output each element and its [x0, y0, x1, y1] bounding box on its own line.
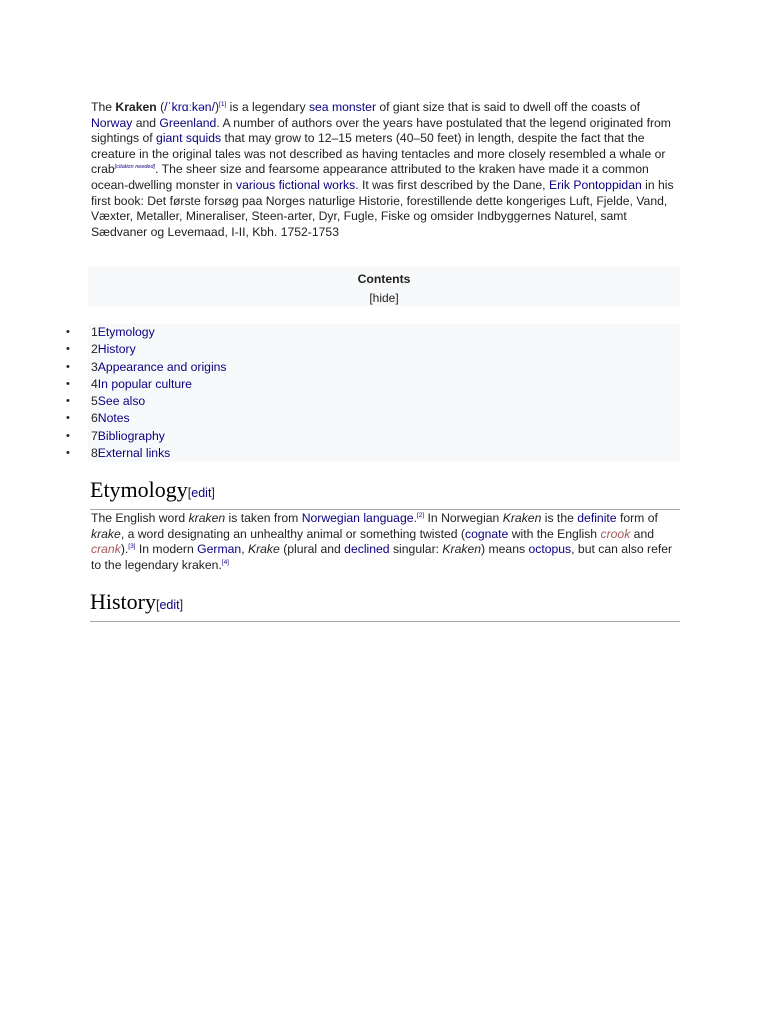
- toc-number: 4: [91, 376, 98, 391]
- italic-term: Krake: [247, 542, 280, 557]
- toc-link[interactable]: Bibliography: [97, 428, 165, 443]
- body-text: (plural and: [279, 542, 345, 557]
- body-text: The English word: [91, 511, 189, 525]
- sea-monster-link[interactable]: sea monster: [308, 100, 376, 114]
- toc-link[interactable]: History: [97, 342, 136, 357]
- reference-2-link[interactable]: [2]: [416, 511, 425, 519]
- intro-text: in his first book: Det første forsøg paa Norges naturlige Historie, forestillende dette kongeriges Luft, Fjelde, Vand, Væxter, Metaller, Mineraliser, Steen-arter, Dyr, Fugle, Fiske og omsider Indbyggernes Naturel, samt Sædvaner og Levemaad, I-II, Kbh. 1752-1753: [91, 177, 674, 239]
- toc-list: [66, 324, 680, 462]
- toc-item-see-also[interactable]: [66, 393, 680, 410]
- intro-text: (: [156, 100, 165, 114]
- ipa-pronunciation-link[interactable]: /ˈkrɑːkən/: [164, 100, 215, 114]
- intro-text: and: [132, 115, 160, 130]
- intro-text: that may grow to 12–15 meters (40–50 feet) in length, despite the fact that the creature in the original tales was not described as having tentacles and more closely resembled a whale or crab: [91, 131, 666, 177]
- etymology-paragraph: [91, 511, 681, 573]
- toc-link[interactable]: Appearance and origins: [97, 359, 227, 374]
- etymology-heading: [90, 476, 680, 510]
- intro-paragraph: [91, 100, 681, 240]
- body-text: is the: [541, 511, 578, 525]
- intro-text: The: [91, 100, 116, 114]
- toc-item-history[interactable]: [66, 341, 680, 358]
- reference-1-link[interactable]: [1]: [219, 100, 227, 108]
- bullet-icon: •: [66, 412, 70, 425]
- intro-text: . A number of authors over the years have postulated that the legend originated from sightings of: [91, 115, 671, 146]
- toc-number: 1: [91, 325, 98, 339]
- body-text: with the English: [508, 526, 601, 541]
- body-text: , but can also refer to the legendary kraken.: [91, 542, 673, 572]
- toc-title: Contents: [357, 272, 411, 286]
- bullet-icon: •: [66, 360, 70, 373]
- bullet-icon: •: [66, 343, 70, 356]
- toc-header: [88, 266, 680, 306]
- crank-link[interactable]: crank: [91, 542, 121, 557]
- toc-link[interactable]: In popular culture: [97, 376, 192, 391]
- edit-link-text[interactable]: edit: [159, 598, 180, 612]
- definite-link[interactable]: definite: [577, 511, 617, 525]
- citation-needed-link[interactable]: [citation needed]: [114, 164, 156, 171]
- toc-number: 3: [91, 359, 98, 374]
- reference-3-link[interactable]: [3]: [128, 543, 136, 551]
- toc-item-notes[interactable]: [66, 410, 680, 427]
- norwegian-language-link[interactable]: Norwegian language: [301, 511, 414, 525]
- intro-text: of giant size that is said to dwell off the coasts of: [376, 100, 640, 114]
- cognate-link[interactable]: cognate: [464, 526, 509, 541]
- italic-term: krake: [91, 526, 121, 541]
- toc-link[interactable]: Notes: [97, 411, 130, 426]
- greenland-link[interactable]: Greenland: [159, 115, 217, 130]
- toc-hide-toggle[interactable]: [hide]: [369, 291, 399, 305]
- body-text: .: [413, 511, 417, 525]
- declined-link[interactable]: declined: [344, 542, 390, 557]
- toc-number: 8: [91, 446, 98, 461]
- body-text: form of: [616, 511, 658, 525]
- intro-text: . The sheer size and fearsome appearance attributed to the kraken have made it a common ocean-dwelling monster in: [91, 162, 649, 192]
- pontoppidan-link[interactable]: Erik Pontoppidan: [548, 177, 642, 192]
- toc-item-appearance-and-origins[interactable]: [66, 359, 680, 376]
- octopus-link[interactable]: octopus: [528, 542, 572, 557]
- history-heading: [90, 588, 680, 622]
- body-text: In Norwegian: [424, 511, 503, 525]
- italic-term: Kraken: [502, 511, 542, 525]
- toc-item-in-popular-culture[interactable]: [66, 376, 680, 393]
- bullet-icon: •: [66, 395, 70, 408]
- fictional-works-link[interactable]: various fictional works: [235, 177, 356, 192]
- history-heading-text: History: [90, 589, 156, 614]
- crook-link[interactable]: crook: [600, 526, 631, 541]
- history-edit-link[interactable]: [edit]: [156, 598, 184, 612]
- norway-link[interactable]: Norway: [91, 115, 133, 130]
- bullet-icon: •: [66, 326, 70, 338]
- bullet-icon: •: [66, 377, 70, 390]
- toc-link[interactable]: External links: [97, 446, 171, 461]
- body-text: , a word designating an unhealthy animal or something twisted (: [120, 526, 465, 541]
- toc-number: 6: [91, 411, 98, 426]
- body-text: In modern: [135, 542, 198, 557]
- reference-4-link[interactable]: [4]: [221, 558, 229, 566]
- italic-term: kraken: [188, 511, 226, 525]
- body-text: ) means: [481, 542, 529, 557]
- italic-term: Kraken: [442, 542, 482, 557]
- article-subject: Kraken: [115, 100, 157, 114]
- toc-number: 7: [91, 428, 98, 443]
- toc-item-bibliography[interactable]: [66, 428, 680, 445]
- toc-item-external-links[interactable]: [66, 445, 680, 462]
- toc-number: 5: [91, 394, 98, 409]
- intro-text: . It was first described by the Dane,: [355, 177, 549, 192]
- body-text: is taken from: [225, 511, 302, 525]
- body-text: ,: [241, 542, 248, 557]
- etymology-edit-link[interactable]: [edit]: [187, 486, 215, 500]
- edit-link-text[interactable]: edit: [191, 486, 212, 500]
- toc-link[interactable]: See also: [97, 394, 146, 409]
- toc-item-etymology[interactable]: [66, 324, 680, 341]
- body-text: and: [630, 526, 655, 541]
- toc-link[interactable]: Etymology: [97, 325, 155, 339]
- bullet-icon: •: [66, 447, 70, 460]
- giant-squids-link[interactable]: giant squids: [156, 131, 222, 146]
- intro-text: is a legendary: [226, 100, 309, 114]
- etymology-heading-text: Etymology: [90, 477, 188, 502]
- toc-number: 2: [91, 342, 98, 357]
- body-text: singular:: [389, 542, 443, 557]
- german-link[interactable]: German: [197, 542, 242, 557]
- bullet-icon: •: [66, 429, 70, 442]
- intro-text: ): [214, 100, 220, 114]
- body-text: ).: [120, 542, 129, 557]
